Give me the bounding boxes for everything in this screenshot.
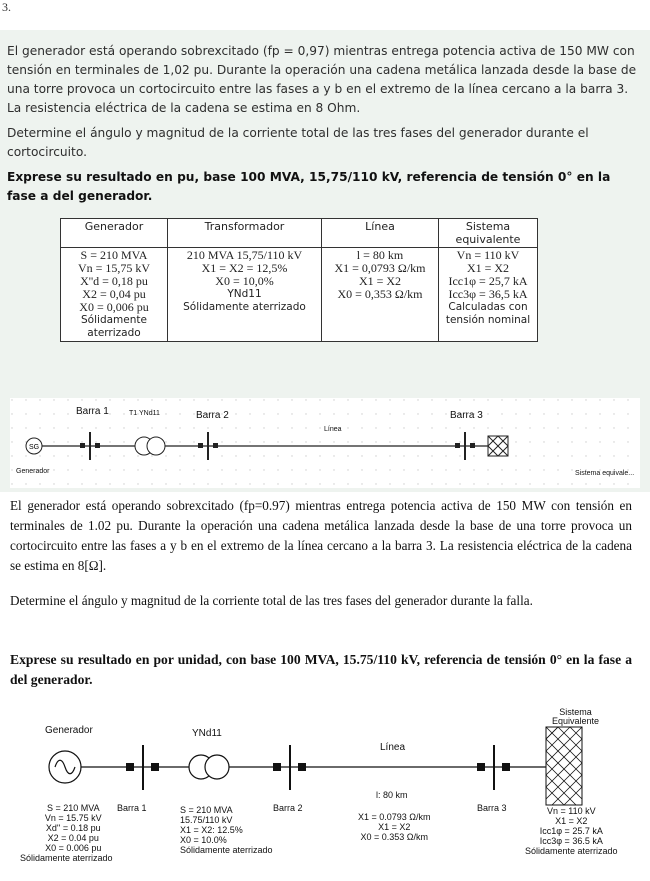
d2-tr-specs [180,805,273,855]
cell-transformador [168,248,322,342]
sistema-label: Sistema equivale... [575,470,635,477]
gen-vn: Vn = 15,75 kV [77,261,151,275]
d2-sys-vn: Vn = 110 kV [546,806,596,816]
line-x1: X1 = 0,0793 Ω/km [334,261,426,275]
d2-tr-x0: X0 = 10.0% [180,835,227,845]
statement-paragraph-serif: El generador está operando sobrexcitado (fp=0.97) mientras entrega potencia activa de 150 MW con tensión en terminales de 1.02 pu. Durante la operación una cadena metálica lanzada desde la base de una torre provoca un cortocircuito entre las fases a y b en el extremo de la línea cercano a la barra 3. La resistencia eléctrica de la cadena se estima en 8[Ω]. [10,498,632,573]
d2-sistema-label [552,707,599,726]
line-x0: X0 = 0,353 Ω/km [337,287,423,301]
d2-sys-x1x2: X1 = X2 [555,816,588,826]
linea-label: Línea [324,426,342,433]
d2-barra1-label: Barra 1 [117,803,147,813]
d2-sys-grounding: Sólidamente aterrizado [525,846,618,856]
sys-icc3: Icc3φ = 36,5 kA [448,287,528,301]
d2-gen-specs [20,803,113,863]
d2-tr-voltage: 15.75/110 kV [180,815,233,825]
gen-symbol-label: SG [28,444,40,451]
sys-icc1: Icc1φ = 25,7 kA [448,274,528,288]
barra2-label: Barra 2 [196,410,229,421]
question-paragraph: Determine el ángulo y magnitud de la corriente total de las tres fases del generador durante el cortocircuito. [7,126,589,159]
problem-number: 3. [2,0,11,14]
d2-sys-icc1: Icc1φ = 25.7 kA [539,826,603,836]
tr-rating: 210 MVA 15,75/110 kV [186,248,303,262]
tr-x0: X0 = 10,0% [215,274,274,288]
parameters-table [60,218,538,342]
d2-gen-x0: X0 = 0.006 pu [45,843,102,853]
cell-linea [322,248,439,342]
col-header-sistema: Sistema equivalente [439,219,538,248]
d2-line-x1: X1 = 0.0793 Ω/km [358,812,431,822]
cell-sistema [439,248,538,342]
sys-vn: Vn = 110 kV [456,248,520,262]
d2-barra2-label: Barra 2 [273,803,303,813]
instruction-paragraph-serif: Exprese su resultado en por unidad, con base 100 MVA, 15.75/110 kV, referencia de tensión 0° en la fase a del generador. [10,652,632,687]
sys-x1x2: X1 = X2 [466,261,510,275]
question-paragraph-serif: Determine el ángulo y magnitud de la corriente total de las tres fases del generador durante la falla. [10,593,533,608]
d2-gen-grounding: Sólidamente aterrizado [20,853,113,863]
d2-sistema-line2: Equivalente [552,716,600,726]
line-x1x2: X1 = X2 [358,274,402,288]
d2-tr-s: S = 210 MVA [180,805,233,815]
d2-linea-label: Línea [380,742,406,753]
tr-grounding: Sólidamente aterrizado [183,301,306,313]
d2-gen-xd: Xd'' = 0.18 pu [45,823,101,833]
d2-tr-grounding: Sólidamente aterrizado [180,845,273,855]
transformer-winding-2 [147,437,165,455]
col-header-transformador: Transformador [168,219,322,248]
statement-paragraph: El generador está operando sobrexcitado (fp = 0,97) mientras entrega potencia activa de 150 MW con tensión en terminales de 1,02 pu. Durante la operación una cadena metálica lanzada desde la base de una torre provoca un cortocircuito entre las fases a y b en el extremo de la línea cercano a la barra 3. La resistencia eléctrica de la cadena se estima en 8 Ohm. [7,44,637,115]
line-length: l = 80 km [356,248,404,262]
gen-x0: X0 = 0,006 pu [79,300,149,314]
d2-line-x1x2: X1 = X2 [378,822,411,832]
d2-line-x0: X0 = 0.353 Ω/km [360,832,429,842]
transformer-circle-2 [205,755,229,779]
tr-group: YNd11 [227,288,262,300]
barra1-label: Barra 1 [76,406,109,417]
d2-line-length: l: 80 km [376,790,408,800]
barra3-label: Barra 3 [450,410,483,421]
d2-ynd11-label: YNd11 [192,728,222,739]
d2-generador-label: Generador [45,725,93,736]
gen-x2: X2 = 0,04 pu [82,287,146,301]
sys-note: Calculadas con tensión nominal [445,301,531,326]
instruction-paragraph: Exprese su resultado en pu, base 100 MVA, 15,75/110 kV, referencia de tensión 0° en la fase a del generador. [7,170,611,203]
tr-x1: X1 = X2 = 12,5% [201,261,288,275]
gen-grounding: Sólidamente aterrizado [81,314,147,339]
cell-generador [61,248,168,342]
d2-tr-x1: X1 = X2: 12.5% [180,825,243,835]
d2-gen-vn: Vn = 15.75 kV [44,813,102,823]
gen-s: S = 210 MVA [80,248,148,262]
col-header-linea: Línea [322,219,439,248]
d2-line-specs [358,812,431,842]
d2-sistema-line1: Sistema [559,707,592,717]
d2-gen-x2: X2 = 0.04 pu [47,833,99,843]
gen-xd: X''d = 0,18 pu [80,274,148,288]
col-header-generador: Generador [61,219,168,248]
generador-label: Generador [16,468,50,475]
d2-barra3-label: Barra 3 [477,803,507,813]
single-line-diagram-1 [10,398,640,488]
d2-gen-s: S = 210 MVA [46,803,100,813]
transformer-label: T1 YNd11 [129,410,160,417]
d2-sys-icc3: Icc3φ = 36.5 kA [539,836,603,846]
d2-sys-specs [525,806,618,856]
